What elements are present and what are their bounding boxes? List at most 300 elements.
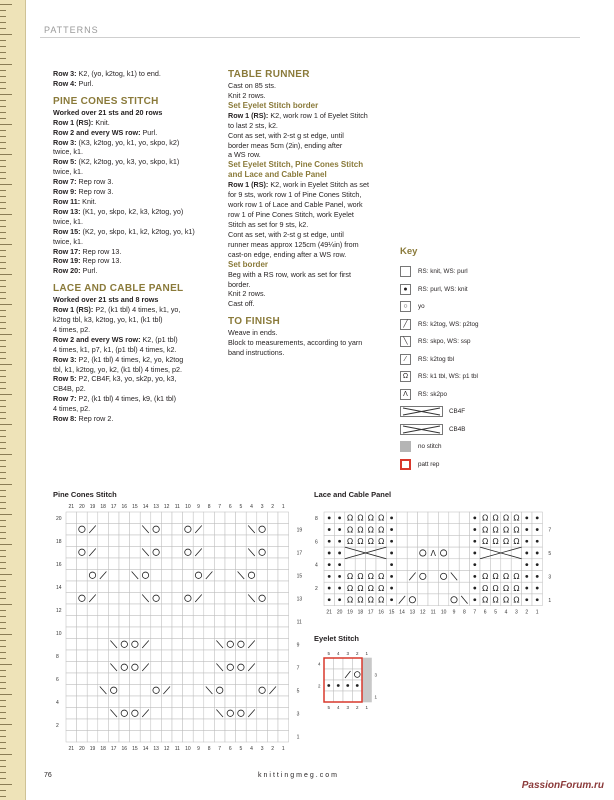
chart-cell [257,570,268,582]
ruler-tick [0,778,6,779]
chart-cell [172,535,183,547]
chart-cell [267,570,278,582]
chart-cell [151,696,162,708]
row-number: 7 [296,665,300,672]
chart-cell [236,535,247,547]
eyelet-title: Eyelet Stitch [314,634,360,643]
chart-cell [438,535,448,547]
chart-cell [278,558,289,570]
column-number: 4 [250,746,253,752]
chart-cell [108,731,119,743]
chart-cell [140,650,151,662]
chart-cell [183,547,194,559]
k1tbl-symbol: Ω [378,583,385,593]
column-number: 13 [153,504,159,510]
chart-cell [151,581,162,593]
key-label: RS: k2tog tbl [418,355,455,363]
chart-cell [108,719,119,731]
chart-cell [204,627,215,639]
chart-cell [66,708,77,720]
chart-cell [334,691,344,702]
chart-cell [334,669,344,680]
column-number: 20 [79,746,85,752]
chart-cell [438,571,448,583]
chart-cell [130,616,141,628]
row-text: k2tog tbl, k3, k2tog, yo, k1, (k1 tbl) [53,315,163,325]
chart-cell [87,673,98,685]
row-number: 12 [56,607,62,614]
chart-cell [183,558,194,570]
chart-cell [98,673,109,685]
key-item [400,386,600,404]
chart-cell [246,685,257,697]
row-number: 2 [318,683,321,689]
chart-cell [225,604,236,616]
chart-cell [66,558,77,570]
chart-cell [353,691,363,702]
row-text: twice, k1. [53,236,83,246]
pattern-line [53,305,223,315]
chart-cell [98,719,109,731]
purl-symbol [536,528,539,531]
chart-cell [376,559,386,571]
key-item [400,316,600,334]
column-number: 8 [207,746,211,752]
ruler-tick [0,256,6,257]
chart-cell [246,731,257,743]
ruler-tick [0,718,6,719]
chart-cell [140,673,151,685]
ruler-tick [0,496,6,497]
pattern-line [228,240,398,250]
pattern-line [228,91,398,101]
chart-cell [183,708,194,720]
column-number: 21 [326,609,332,616]
chart-cell [87,719,98,731]
ruler-tick [0,670,6,671]
ruler-tick [0,226,6,227]
row-number: 18 [56,538,62,545]
chart-cell [246,627,257,639]
chart-cell [428,571,438,583]
chart-cell [257,512,268,524]
ruler-tick [0,556,6,557]
chart-cell [397,582,407,594]
k1tbl-symbol: Ω [378,513,385,523]
pattern-line [228,200,398,210]
ruler-tick [0,406,6,407]
column-number: 1 [365,705,369,710]
ruler-tick [0,286,6,287]
chart-cell [257,627,268,639]
chart-cell [161,673,172,685]
row-label: Row 19: [53,256,81,266]
chart-cell [172,650,183,662]
chart-cell [183,662,194,674]
chart-cell [366,547,376,559]
column-number: 17 [110,746,117,752]
chart-cell [140,512,151,524]
chart-cell [161,524,172,536]
chart-cell [278,639,289,651]
ruler-tick [0,112,6,113]
purl-symbol [536,587,539,590]
purl-symbol [473,598,476,601]
chart-cell [151,627,162,639]
chart-cell [161,512,172,524]
chart-cell [204,696,215,708]
ruler-tick [0,4,12,5]
ruler-tick [0,784,12,785]
row-label: Row 11: [53,196,81,206]
column-number: 6 [228,746,232,752]
chart-cell [140,616,151,628]
column-number: 2 [271,746,275,752]
k1tbl-symbol: Ω [502,513,510,523]
ruler-tick [0,388,6,389]
ruler-tick [0,436,6,437]
pattern-line [228,131,398,141]
chart-cell [172,685,183,697]
chart-cell [119,547,130,559]
chart-cell [66,662,77,674]
column-number: 2 [355,705,359,710]
purl-symbol [338,575,341,578]
row-text: Knit 2 rows. [228,90,266,100]
chart-cell [183,581,194,593]
row-number: 3 [548,574,552,581]
ruler-tick [0,16,6,17]
chart-cell [193,616,204,628]
pattern-line [53,138,223,148]
chart-cell [87,570,98,582]
key-label: no stitch [418,443,442,451]
chart-cell [119,627,130,639]
chart-cell [236,696,247,708]
column-number: 12 [163,746,170,752]
ruler-tick [0,100,6,101]
chart-cell [267,512,278,524]
ruler-tick [0,250,6,251]
key-item [400,438,600,456]
chart-cell [418,535,428,547]
chart-cell [172,708,183,720]
chart-cell [267,535,278,547]
chart-cell [66,719,77,731]
ruler-tick [0,220,6,221]
chart-cell [151,731,162,743]
chart-cell [459,535,469,547]
purl-symbol [525,587,528,590]
chart-cell [172,512,183,524]
key-symbol-o: ○ [400,301,411,312]
chart-cell [172,627,183,639]
row-number: 9 [296,642,300,649]
chart-cell [108,616,119,628]
purl-symbol [525,563,528,566]
purl-symbol [338,563,341,566]
chart-cell [87,731,98,743]
column-number: 5 [327,705,331,710]
chart-cell [225,731,236,743]
ruler-tick [0,694,12,695]
column-number: 3 [515,609,518,616]
chart-cell [108,512,119,524]
chart-cell [428,535,438,547]
column-number: 7 [473,609,477,616]
column-number: 17 [110,504,117,510]
k1tbl-symbol: Ω [346,525,354,535]
chart-cell [172,581,183,593]
chart-cell [161,731,172,743]
chart-cell [267,604,278,616]
chart-cell [161,616,172,628]
key-label: CB4B [449,425,466,433]
chart-cell [278,719,289,731]
ruler-tick [0,160,6,161]
ruler-tick [0,172,6,173]
k1tbl-symbol: Ω [482,572,489,582]
chart-cell [183,650,194,662]
ruler-tick [0,76,6,77]
chart-cell [355,547,365,559]
purl-symbol [536,540,539,543]
chart-cell [77,570,88,582]
purl-symbol [356,684,359,687]
header-rule [40,37,580,38]
row-number: 4 [56,699,59,706]
row-text: twice, k1. [53,147,83,157]
chart-cell [278,650,289,662]
row-text: Weave in ends. [228,328,278,338]
chart-cell [108,558,119,570]
key-symbol-slash: ╱ [400,319,411,330]
chart-cell [98,708,109,720]
chart-cell [130,547,141,559]
pattern-line [228,150,398,160]
chart-cell [119,616,130,628]
chart-cell [66,512,77,524]
ruler-tick [0,616,6,617]
chart-cell [151,673,162,685]
row-number: 6 [315,539,318,546]
chart-cell [87,650,98,662]
chart-cell [214,650,225,662]
chart-cell [214,696,225,708]
purl-symbol [328,563,331,566]
pattern-line [53,177,223,187]
k1tbl-symbol: Ω [346,537,354,547]
chart-cell [119,593,130,605]
chart-cell [183,719,194,731]
ruler-tick [0,550,6,551]
chart-cell [140,570,151,582]
chart-cell [77,616,88,628]
ruler-tick [0,586,6,587]
chart-cell [214,535,225,547]
section-heading: PINE CONES STITCH [53,95,159,107]
chart-cell [204,650,215,662]
key-label: RS: purl, WS: knit [418,285,468,293]
pattern-line [228,270,398,280]
chart-cell [183,570,194,582]
row-text: Knit. [93,117,110,127]
ruler-tick [0,580,6,581]
chart-cell [193,558,204,570]
column-number: 16 [121,504,128,510]
ruler-tick [0,190,6,191]
row-number: 2 [315,586,318,593]
row-label: Worked over 21 sts and 8 rows [53,295,159,305]
chart-cell [236,512,247,524]
chart-cell [161,547,172,559]
chart-cell [236,673,247,685]
ruler-tick [0,712,6,713]
chart-cell [278,547,289,559]
key-label: RS: knit, WS: purl [418,268,468,276]
ruler-tick [0,682,6,683]
row-text: row 1 of Pine Cones Stitch, work Eyelet [228,210,354,220]
row-label: Row 3: [53,354,77,364]
chart-cell [267,558,278,570]
chart-cell [172,570,183,582]
chart-cell [246,719,257,731]
k1tbl-symbol: Ω [346,583,354,593]
chart-cell [267,639,278,651]
chart-cell [246,512,257,524]
chart-cell [428,582,438,594]
section-tag: PATTERNS [44,25,99,35]
ruler-tick [0,754,12,755]
chart-cell [236,627,247,639]
k1tbl-symbol: Ω [482,537,489,547]
chart-cell [108,673,119,685]
row-number: 1 [374,694,378,700]
chart-cell [140,696,151,708]
chart-cell [236,708,247,720]
chart-cell [407,582,417,594]
column-number: 11 [174,504,180,510]
chart-cell [225,650,236,662]
k1tbl-symbol: Ω [513,513,520,523]
column-number: 20 [336,609,343,616]
ruler-tick [0,466,6,467]
chart-cell [140,535,151,547]
purl-symbol [328,587,331,590]
chart-cell [449,547,459,559]
chart-cell [161,650,172,662]
chart-cell [151,662,162,674]
row-number: 3 [374,672,378,678]
k1tbl-symbol: Ω [367,513,374,523]
watermark: PassionForum.ru [521,780,604,791]
k1tbl-symbol: Ω [513,525,520,535]
ruler-tick [0,400,6,401]
chart-cell [193,627,204,639]
column-number: 18 [100,746,106,752]
row-label: Row 7: [53,394,77,404]
pattern-line [228,141,398,151]
k1tbl-symbol: Ω [357,513,364,523]
column-number: 18 [100,504,106,510]
lace-cable-chart [312,508,562,616]
chart-cell [140,581,151,593]
chart-cell [66,570,77,582]
chart-cell [459,512,469,524]
chart-cell [418,594,428,606]
pattern-line [53,237,223,247]
pattern-line [53,128,223,138]
chart-cell [140,558,151,570]
chart-cell [172,719,183,731]
row-number: 19 [296,527,303,534]
ruler-tick [0,652,6,653]
chart-cell [418,547,428,559]
chart-cell [183,512,194,524]
ruler-tick [0,316,6,317]
pattern-line [53,217,223,227]
chart-cell [183,696,194,708]
chart-cell [236,524,247,536]
chart-cell [267,524,278,536]
section-heading: Set Eyelet Stitch border [228,100,319,110]
column-number: 16 [121,746,128,752]
eyelet-chart [312,648,392,712]
key-symbol-lambda: Λ [400,389,411,400]
chart-cell [183,524,194,536]
row-label: Row 1 (RS): [53,117,94,127]
chart-cell [172,731,183,743]
chart-cell [418,571,428,583]
chart-cell [193,685,204,697]
key-title: Key [400,246,418,257]
chart-cell [204,731,215,743]
purl-symbol [328,598,331,601]
chart-cell [246,604,257,616]
chart-cell [151,547,162,559]
chart-cell [161,627,172,639]
ruler-tick [0,526,6,527]
pattern-line [53,69,223,79]
chart-cell [66,627,77,639]
column-number: 7 [218,746,222,752]
ruler-tick [0,562,6,563]
chart-cell [108,650,119,662]
chart-cell [87,558,98,570]
chart-cell [214,547,225,559]
row-text: Rep row 2. [76,414,114,424]
chart-cell [193,650,204,662]
k1tbl-symbol: Ω [482,513,489,523]
chart-cell [130,593,141,605]
chart-cell [130,696,141,708]
column-number: 17 [368,609,374,616]
column-number: 5 [239,504,243,510]
ruler-tick [0,700,6,701]
row-text: border meas 5cm (2in), ending after [228,140,343,150]
ruler-tick [0,538,6,539]
ruler-tick [0,94,12,95]
pattern-line [228,348,398,358]
column-number: 5 [239,746,243,752]
row-number: 20 [56,515,62,522]
chart-cell [267,581,278,593]
pattern-line [228,111,398,121]
chart-cell [77,685,88,697]
chart-cell [204,524,215,536]
chart-cell [225,708,236,720]
chart-cell [257,581,268,593]
